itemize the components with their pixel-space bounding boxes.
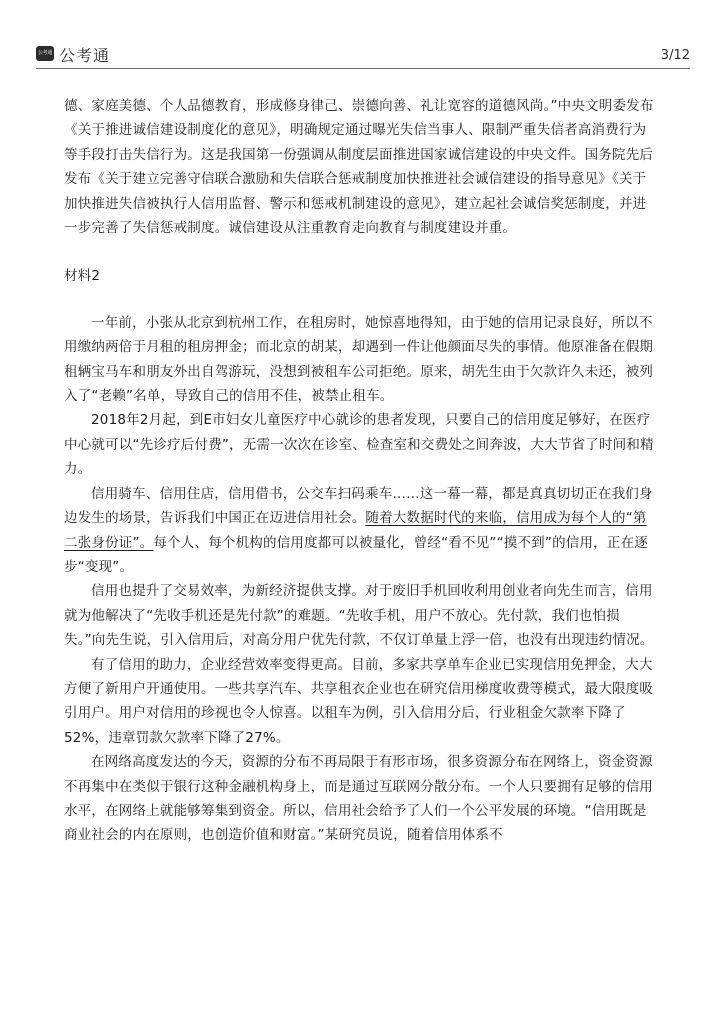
paragraph: 有了信用的助力，企业经营效率变得更高。目前，多家共享单车企业已实现信用免押金，大大方便了新用户开通使用。一些共享汽车、共享租衣企业也在研究信用梯度收费等模式，最大限度吸引用户。用户对信用的珍视也令人惊喜。以租车为例，引入信用分后，行业租金欠款率下降了52%，违章罚款欠款率下降了27%。	[64, 656, 654, 746]
page-header	[36, 44, 690, 68]
paragraph-text: 信用骑车、信用住店，信用借书，公交车扫码乘车……这一幕一幕，都是真真切切正在我们身边发生的场景，告诉我们中国正在迈进信用社会。	[64, 485, 653, 527]
paragraph	[64, 482, 660, 580]
underlined-text: 随着大数据时代的来临，信用成为每个人的“第二张身份证”。	[64, 510, 647, 551]
logo-icon: 公考通	[36, 46, 54, 61]
paragraph-continuation: 德、家庭美德、个人品德教育，形成修身律己、崇德向善、礼让宽容的道德风尚。”中央文明委发布《关于推进诚信建设制度化的意见》，明确规定通过曝光失信当事人、限制严重失信者高消费行为等手段打击失信行为。这是我国第一份强调从制度层面推进国家诚信建设的中央文件。国务院先后发布《关于建立完善守信联合激励和失信联合惩戒制度加快推进社会诚信建设的指导意见》《关于加快推进失信被执行人信用监督、警示和惩戒机制建设的意见》，建立起社会诚信奖惩制度，并进一步完善了失信惩戒制度。诚信建设从注重教育走向教育与制度建设并重。	[64, 98, 654, 237]
paragraph: 在网络高度发达的今天，资源的分布不再局限于有形市场，很多资源分布在网络上，资金资源不再集中在类似于银行这种金融机构身上，而是通过互联网分散分布。一个人只要拥有足够的信用水平，在网络上就能够筹集到资金。所以，信用社会给予了人们一个公平发展的环境。“信用既是商业社会的内在原则，也创造价值和财富。”某研究员说，随着信用体系不	[64, 754, 654, 844]
document-body	[64, 94, 660, 848]
page-number: 3/12	[660, 48, 690, 63]
section-heading: 材料2	[64, 268, 101, 285]
paragraph: 一年前，小张从北京到杭州工作，在租房时，她惊喜地得知，由于她的信用记录良好，所以不用缴纳两倍于月租的租房押金；而北京的胡某，却遇到一件让他颜面尽失的事情。他原准备在假期租辆宝马车和朋友外出自驾游玩，没想到被租车公司拒绝。原来，胡先生由于欠款许久未还，被列入了“老赖”名单，导致自己的信用不佳，被禁止租车。	[64, 314, 654, 405]
header-divider	[36, 68, 690, 69]
paragraph-text: 每个人、每个机构的信用度都可以被量化，曾经“看不见”“摸不到”的信用，正在逐步“变现”。	[64, 534, 648, 575]
paragraph: 信用也提升了交易效率，为新经济提供支撑。对于废旧手机回收利用创业者向先生而言，信用就为他解决了“先收手机还是先付款”的难题。“先收手机，用户不放心。先付款，我们也怕损失。”向先生说，引入信用后，对高分用户优先付款，不仅订单量上浮一倍，也没有出现违约情况。	[64, 583, 654, 649]
paragraph: 2018年2月起，到E市妇女儿童医疗中心就诊的患者发现，只要自己的信用度足够好，在医疗中心就可以“先诊疗后付费”，无需一次次在诊室、检查室和交费处之间奔波，大大节省了时间和精力。	[64, 412, 654, 478]
logo-text: 公考通	[59, 46, 111, 65]
